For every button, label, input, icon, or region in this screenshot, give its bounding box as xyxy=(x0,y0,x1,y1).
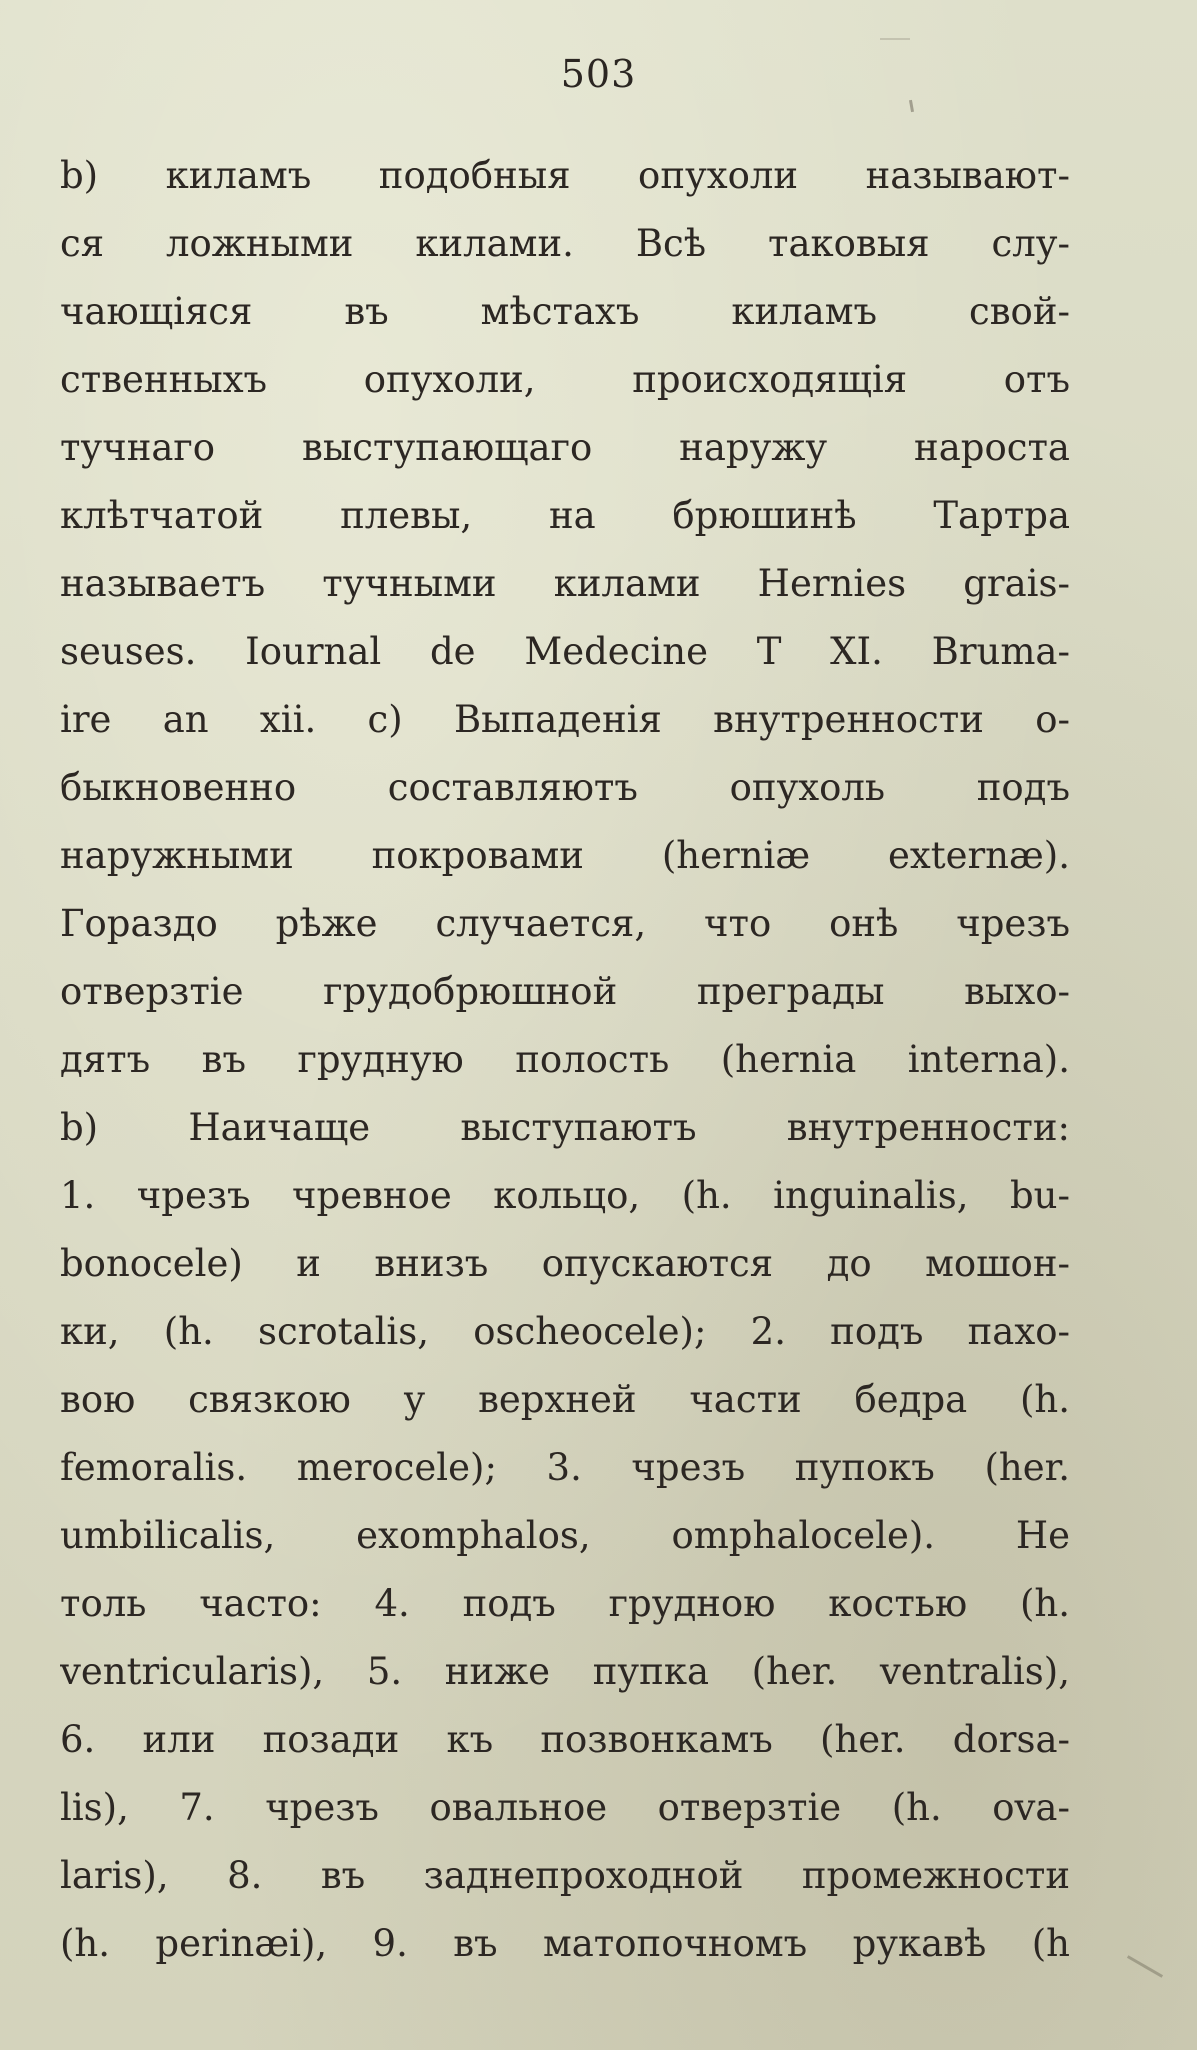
text-line: 6. или позади къ позвонкамъ (her. dorsa- xyxy=(60,1718,1070,1761)
text-line: толь часто: 4. подъ грудною костью (h. xyxy=(60,1582,1070,1625)
text-line: отверзтіе грудобрюшной преграды выхо- xyxy=(60,970,1070,1013)
text-line: Гораздо рѣже случается, что онѣ чрезъ xyxy=(60,902,1070,945)
page-text-body xyxy=(60,142,1070,1978)
ink-speck xyxy=(1127,1955,1163,1978)
text-line: b) Наичаще выступаютъ внутренности: xyxy=(60,1106,1070,1149)
text-line: 1. чрезъ чревное кольцо, (h. inguinalis, bu- xyxy=(60,1174,1070,1217)
text-line: вою связкою у верхней части бедра (h. xyxy=(60,1378,1070,1421)
text-line: ire an xii. c) Выпаденія внутренности о- xyxy=(60,698,1070,741)
ink-speck xyxy=(880,38,910,40)
text-line: ventricularis), 5. ниже пупка (her. ventralis), xyxy=(60,1650,1070,1693)
text-line: чающіяся въ мѣстахъ киламъ свой- xyxy=(60,290,1070,333)
text-line: bonocele) и внизъ опускаются до мошон- xyxy=(60,1242,1070,1285)
text-line: femoralis. merocele); 3. чрезъ пупокъ (her. xyxy=(60,1446,1070,1489)
text-line: umbilicalis, exomphalos, omphalocele). Не xyxy=(60,1514,1070,1557)
ink-speck xyxy=(909,100,914,112)
text-line: b) киламъ подобныя опухоли называют- xyxy=(60,154,1070,197)
text-line: (h. perinæi), 9. въ матопочномъ рукавѣ (h xyxy=(60,1922,1070,1965)
text-line: наружными покровами (herniæ externæ). xyxy=(60,834,1070,877)
text-line: называетъ тучными килами Hernies grais- xyxy=(60,562,1070,605)
page-number: 503 xyxy=(560,52,637,96)
text-line: ся ложными килами. Всѣ таковыя слу- xyxy=(60,222,1070,265)
text-line: lis), 7. чрезъ овальное отверзтіе (h. ova- xyxy=(60,1786,1070,1829)
text-line: быкновенно составляютъ опухоль подъ xyxy=(60,766,1070,809)
text-line: дятъ въ грудную полость (hernia interna). xyxy=(60,1038,1070,1081)
text-line: ственныхъ опухоли, происходящія отъ xyxy=(60,358,1070,401)
text-line: ки, (h. scrotalis, oscheocele); 2. подъ пахо- xyxy=(60,1310,1070,1353)
text-line: seuses. Iournal de Medecine T XI. Bruma- xyxy=(60,630,1070,673)
text-line: laris), 8. въ заднепроходной промежности xyxy=(60,1854,1070,1897)
text-line: тучнаго выступающаго наружу нароста xyxy=(60,426,1070,469)
text-line: клѣтчатой плевы, на брюшинѣ Тартра xyxy=(60,494,1070,537)
